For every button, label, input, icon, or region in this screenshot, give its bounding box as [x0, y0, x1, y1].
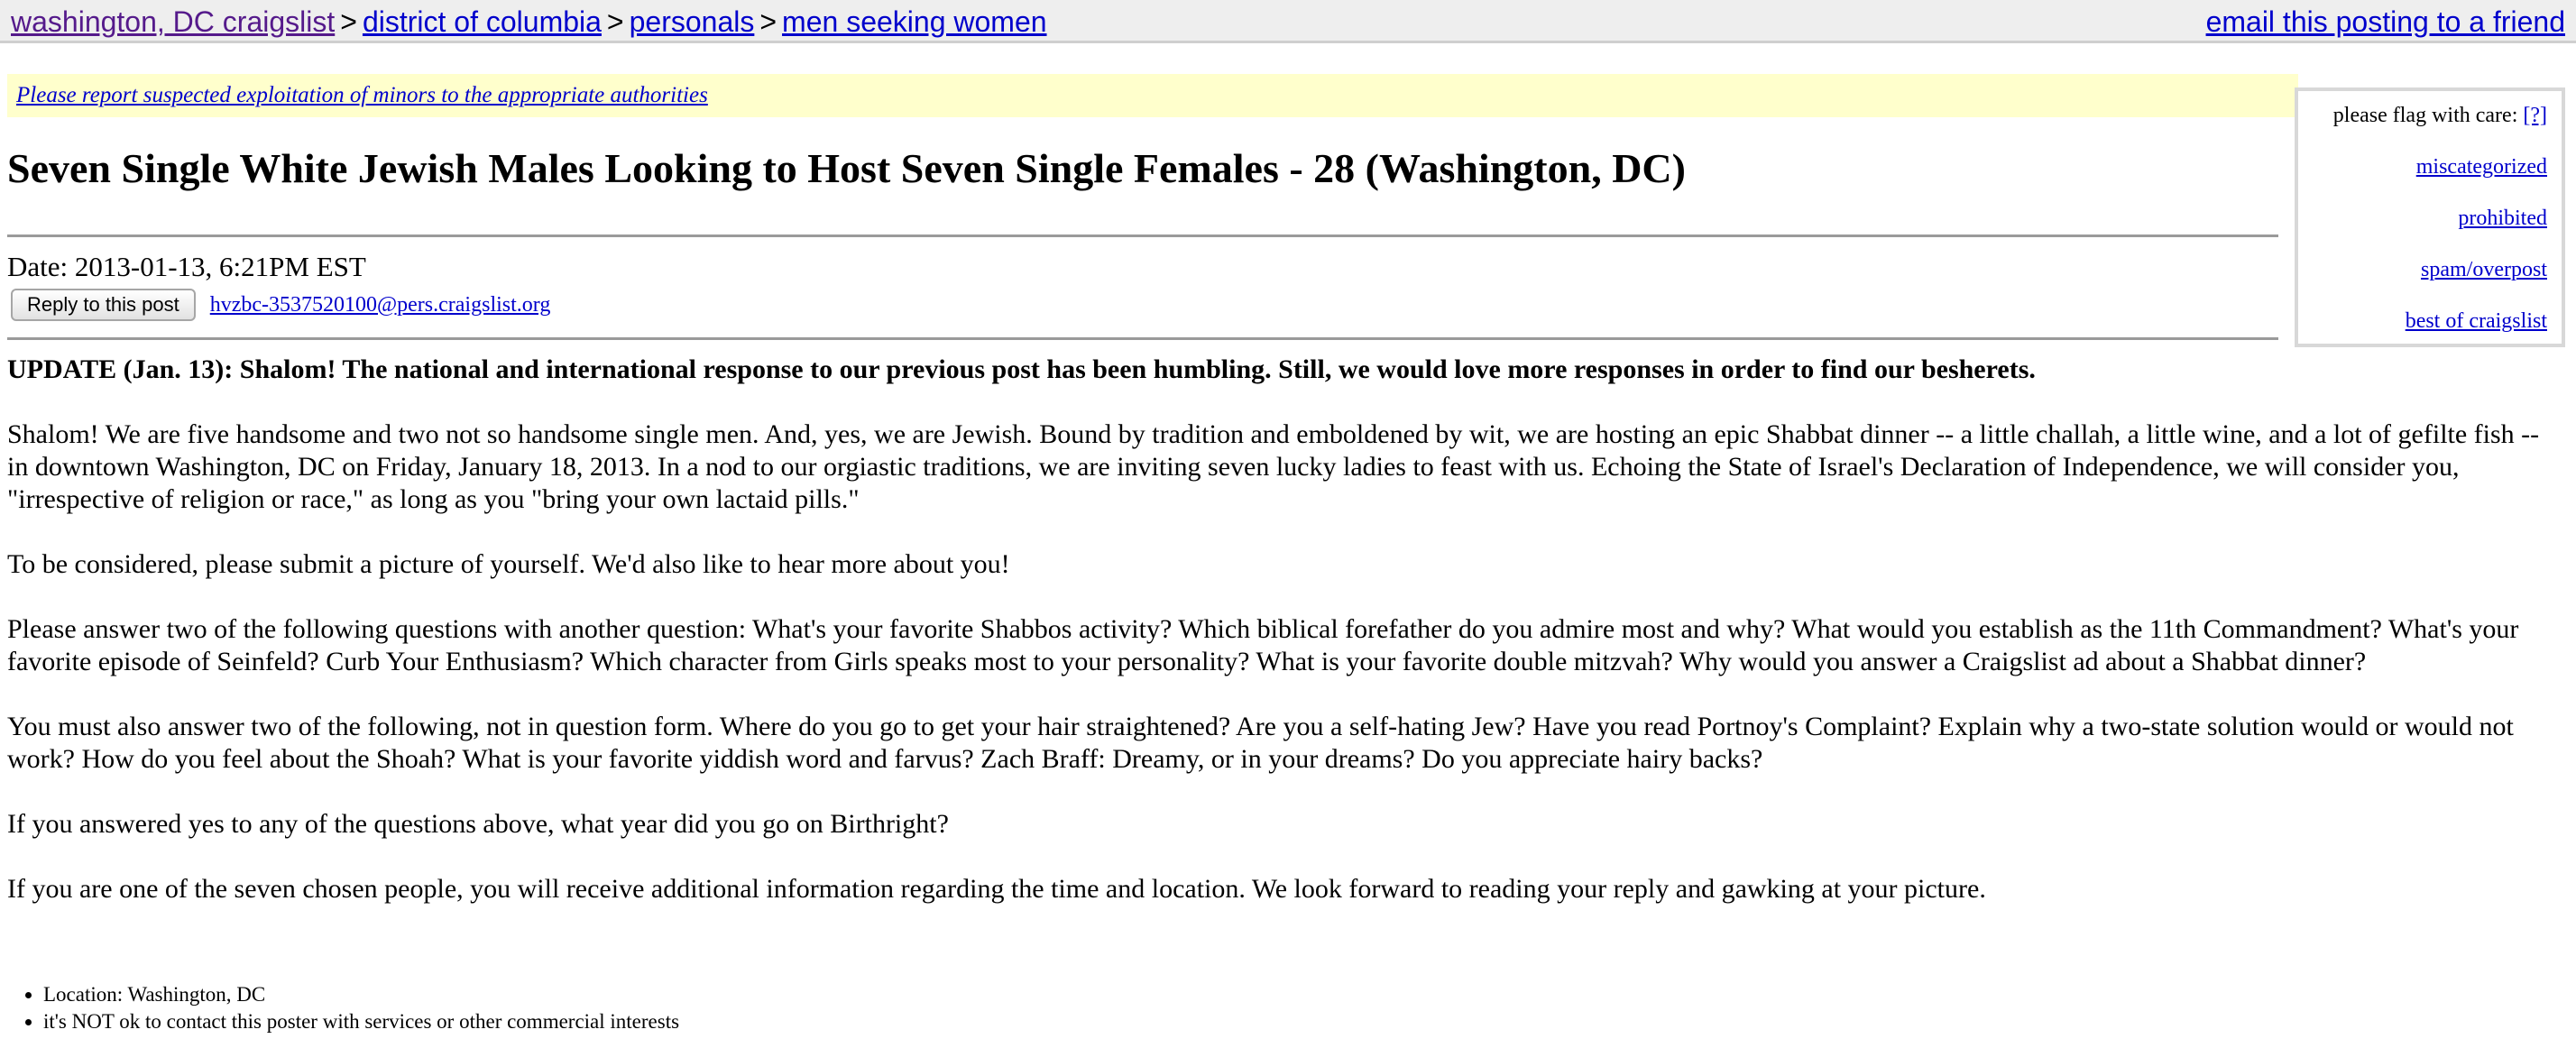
- breadcrumb-separator: >: [340, 5, 357, 38]
- flag-miscategorized-link[interactable]: miscategorized: [2415, 155, 2547, 179]
- reply-button[interactable]: Reply to this post: [11, 289, 196, 321]
- post-update: UPDATE (Jan. 13): Shalom! The national and international response to our previous post has been humbling. Still, we would love more responses in order to find our besherets.: [7, 354, 2036, 384]
- flag-help-link[interactable]: [?]: [2523, 104, 2547, 127]
- flag-heading-label: please flag with care:: [2332, 104, 2518, 127]
- post-paragraph: To be considered, please submit a picture of yourself. We'd also like to hear more about you!: [7, 549, 1010, 579]
- breadcrumb-district-link[interactable]: district of columbia: [362, 5, 602, 38]
- post-paragraph: You must also answer two of the following, not in question form. Where do you go to get your hair straightened? Are you a self-hating Jew? Have you read Portnoy's Complaint? Explain why a two-state solution would or would not work? How do you feel about the Shoah? What is your favorite yiddish word and farvus? Zach Braff: Dreamy, or in your dreams? Do you appreciate hairy backs?: [7, 712, 2514, 774]
- flag-heading: [2307, 104, 2547, 128]
- post-paragraph: If you answered yes to any of the questions above, what year did you go on Birthright?: [7, 809, 949, 839]
- flag-spam-link[interactable]: spam/overpost: [2421, 258, 2547, 281]
- divider: [7, 234, 2278, 237]
- flag-prohibited-link[interactable]: prohibited: [2458, 207, 2547, 230]
- breadcrumb-category-link[interactable]: men seeking women: [782, 5, 1047, 38]
- top-bar: [0, 0, 2576, 43]
- flag-best-of-link[interactable]: best of craigslist: [2405, 309, 2547, 333]
- commercial-notice-item: • it's NOT ok to contact this poster with services or other commercial interests: [43, 1008, 679, 1035]
- post-title: Seven Single White Jewish Males Looking to Host Seven Single Females - 28 (Washington, DC): [7, 145, 1686, 191]
- post-paragraph: Please answer two of the following questions with another question: What's your favorite Shabbos activity? Which biblical forefather do you admire most and why? What would you establish as the 11th Commandment? What's your favorite episode of Seinfeld? Curb Your Enthusiasm? Which character from Girls speaks most to your personality? What is your favorite double mitzvah? Why would you answer a Craigslist ad about a Shabbat dinner?: [7, 614, 2519, 676]
- post-body: [7, 354, 2556, 938]
- post-paragraph: Shalom! We are five handsome and two not so handsome single men. And, yes, we are Jewish. Bound by tradition and emboldened by wit, we are hosting an epic Shabbat dinner -- a little challah, a little wine, and a lot of gefilte fish -- in downtown Washington, DC on Friday, January 18, 2013. In a nod to our orgiastic traditions, we are inviting seven lucky ladies to feast with us. Echoing the State of Israel's Declaration of Independence, we will consider you, "irrespective of religion or race," as long as you "bring your own lactaid pills.": [7, 419, 2540, 514]
- post-date: Date: 2013-01-13, 6:21PM EST: [7, 251, 366, 282]
- warning-banner: [7, 74, 2298, 117]
- breadcrumb: [11, 5, 1047, 39]
- breadcrumb-home-link[interactable]: washington, DC craigslist: [11, 5, 336, 38]
- location-item: • Location: Washington, DC: [43, 981, 679, 1008]
- divider: [7, 337, 2278, 340]
- flag-box: [2295, 87, 2565, 347]
- post-paragraph: If you are one of the seven chosen people, you will receive additional information regarding the time and location. We look forward to reading your reply and gawking at your picture.: [7, 874, 1986, 904]
- reply-row: [11, 289, 550, 321]
- post-details-list: [7, 981, 679, 1035]
- breadcrumb-separator: >: [759, 5, 777, 38]
- report-exploitation-link[interactable]: Please report suspected exploitation of minors to the appropriate authorities: [16, 83, 708, 107]
- breadcrumb-personals-link[interactable]: personals: [629, 5, 755, 38]
- breadcrumb-separator: >: [606, 5, 624, 38]
- reply-email-link[interactable]: hvzbc-3537520100@pers.craigslist.org: [209, 292, 551, 317]
- email-friend-link[interactable]: email this posting to a friend: [2205, 5, 2565, 38]
